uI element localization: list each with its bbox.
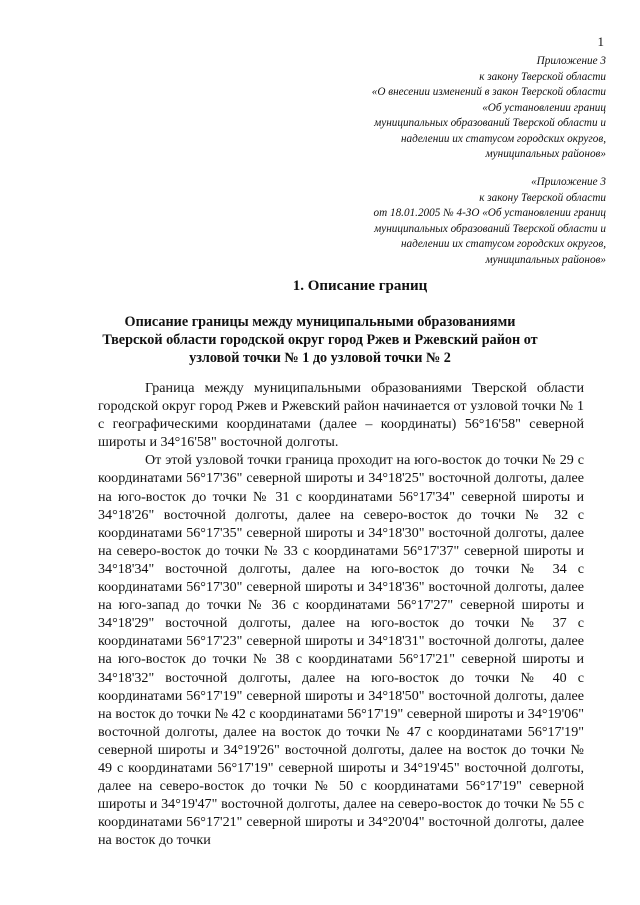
appendix-line: к закону Тверской области [479,70,606,83]
appendix-line: к закону Тверской области [479,191,606,204]
appendix-line: муниципальных образований Тверской области и [374,117,606,129]
appendix-line: муниципальных образований Тверской области и [374,222,606,235]
appendix-line: Приложение 3 [536,55,606,67]
appendix-line: наделении их статусом городских округов, [400,132,606,145]
appendix-line: «Об установлении границ [482,101,606,114]
paragraph: От этой узловой точки граница проходит на юго-восток до точки № 29 с координатами 56°17'36" северной широты и 34°18'25" восточной долготы, далее на юго-восток до точки № 31 с координатами 56°17'34" северной широты и 34°18'26" восточной долготы, далее на северо-восток до точки № 32 с координатами 56°17'35" северной широты и 34°18'30" восточной долготы, далее на северо-восток до точки № 33 с координатами 56°17'37" северной широты и 34°18'34" восточной долготы, далее на юго-восток до точки № 34 с координатами 56°17'30" северной широты и 34°18'36" восточной долготы, далее на юго-запад до точки № 36 с координатами 56°17'27" северной широты и 34°18'29" восточной долготы, далее на юго-восток до точки № 37 с координатами 56°17'23" северной широты и 34°18'31" восточной долготы, далее на юго-восток до точки № 38 с координатами 56°17'21" северной широты и 34°18'32" восточной долготы, далее на юго-восток до точки № 40 с координатами 56°17'19" северной широты и 34°18'50" восточной долготы, далее на восток до точки № 42 с координатами 56°17'19" северной широты и 34°19'06" восточной долготы, далее на восток до точки № 47 с координатами 56°17'19" северной широты и 34°19'26" восточной долготы, далее на восток до точки № 49 с координатами 56°17'19" северной широты и 34°19'45" восточной долготы, далее на северо-восток до точки № 50 с координатами 56°17'19" северной широты и 34°19'47" восточной долготы, далее на северо-восток до точки № 55 с координатами 56°17'21" северной широты и 34°20'04" восточной долготы, далее на восток до точки [98,452,584,849]
body-text [98,379,584,849]
appendix-line: от 18.01.2005 № 4-ЗО «Об установлении границ [373,207,606,219]
appendix-note-amendment [372,54,606,163]
page-number: 1 [597,34,604,49]
appendix-line: «Приложение 3 [531,176,606,188]
boundary-description-title: Описание границы между муниципальными образованиями Тверской области городской округ город Ржев и Ржевский район от узловой точки № 1 до узловой точки № 2 [102,314,538,366]
appendix-line: «О внесении изменений в закон Тверской области [371,86,606,98]
appendix-line: муниципальных районов» [485,148,606,160]
appendix-note-original [374,175,606,268]
paragraph: Граница между муниципальными образованиями Тверской области городской округ город Ржев и Ржевский район начинается от узловой точки № 1 с географическими координатами (далее – координаты) 56°16'58" северной широты и 34°16'58" восточной долготы. [98,380,584,451]
section-heading: 1. Описание границ [292,278,428,294]
appendix-line: наделении их статусом городских округов, [400,238,606,250]
appendix-line: муниципальных районов» [485,253,606,266]
